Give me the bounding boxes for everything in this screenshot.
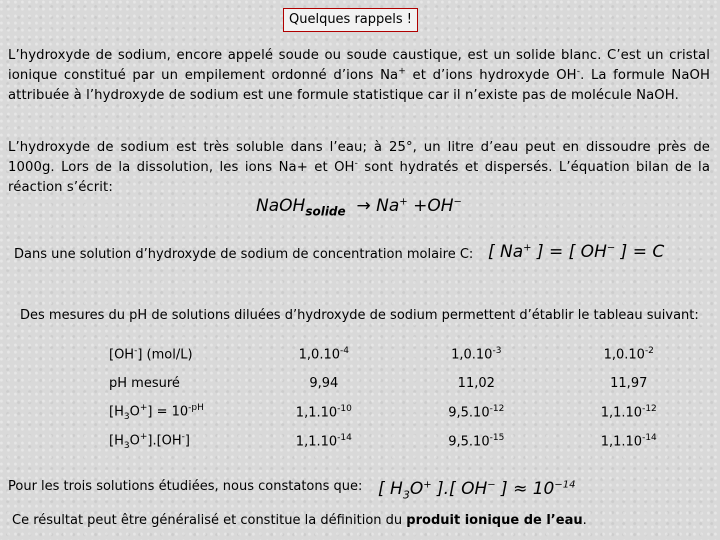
table-cell: $1,1.10^{-10}$ xyxy=(295,404,352,421)
conclusion-text: Pour les trois solutions étudiées, nous constatons que: xyxy=(8,479,363,494)
title-box xyxy=(283,8,418,32)
ph-table xyxy=(105,340,705,456)
paragraph-intro: L’hydroxyde de sodium, encore appelé soude ou soude caustique, est un solide blanc. C’est un cristal ionique constitué par un empilement ordonné d’ions Na+ et d’ions hydroxyde OH-. La formule NaOH attribuée à l’hydroxyde de sodium est une formule statistique car il n’existe pas de molécule NaOH. xyxy=(8,48,710,103)
table-cell: $1,1.10^{-12}$ xyxy=(600,404,657,421)
concentration-text: Dans une solution d’hydroxyde de sodium de concentration molaire C: xyxy=(14,247,474,262)
row-label: pH mesuré xyxy=(109,376,180,391)
paragraph-dissolution: L’hydroxyde de sodium est très soluble dans l’eau; à 25°, un litre d’eau peut en dissoudre près de 1000g. Lors de la dissolution, les ions Na+ et OH- sont hydratés et dispersés. L’équation bilan de la réaction s’écrit: xyxy=(8,140,711,195)
table-cell: $1,1.10^{-14}$ xyxy=(600,433,657,450)
row-label: $[H_3O^+].[OH^-]$ xyxy=(109,432,190,451)
table-cell: $1,1.10^{-14}$ xyxy=(295,433,352,450)
dissolution-equation: NaOH$_{solide}$ → Na+ +OH− xyxy=(256,196,462,219)
table-row xyxy=(105,427,705,456)
table-intro: Des mesures du pH de solutions diluées d’hydroxyde de sodium permettent d’établir le tableau suivant: xyxy=(20,308,699,323)
table-cell: $1,0.10^{-4}$ xyxy=(298,346,349,363)
table-cell: $1,0.10^{-2}$ xyxy=(603,346,654,363)
table-cell: $9,5.10^{-12}$ xyxy=(448,404,505,421)
table-cell: 11,97 xyxy=(610,376,648,391)
table-cell: 9,94 xyxy=(309,376,339,391)
table-row xyxy=(105,398,705,427)
row-label: [OH-] (mol/L) xyxy=(109,346,193,363)
table-cell: $1,0.10^{-3}$ xyxy=(451,346,502,363)
ionic-product-formula: [ $H_3O^+$ ].[ OH− ] ≈ $10^{-14}$ xyxy=(378,479,576,502)
row-label: $[H_3O^+] = 10^{-pH}$ xyxy=(109,403,204,422)
concentration-formula: [ Na+ ] = [ OH− ] = C xyxy=(488,242,665,262)
page-title: Quelques rappels ! xyxy=(288,12,413,27)
final-statement: Ce résultat peut être généralisé et constitue la définition du produit ionique de l’eau. xyxy=(12,513,587,528)
ionic-product-term: produit ionique de l’eau xyxy=(406,513,583,528)
table-cell: 11,02 xyxy=(457,376,495,391)
table-row xyxy=(105,369,705,398)
table-row xyxy=(105,340,705,369)
table-cell: $9,5.10^{-15}$ xyxy=(448,433,505,450)
